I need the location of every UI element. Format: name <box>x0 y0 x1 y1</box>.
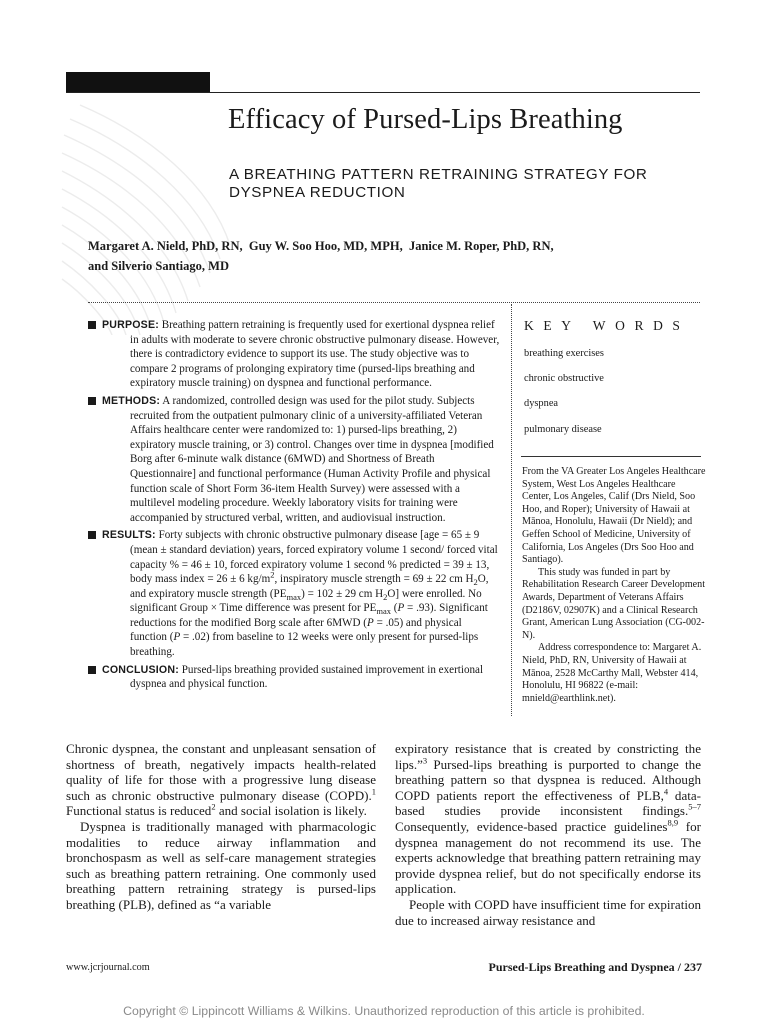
results-text-e: O] were enrolled. No significant Group × Time difference was present for PE <box>130 587 482 615</box>
body-text: Functional status is reduced <box>66 803 212 819</box>
keyword-item: breathing exercises <box>524 348 604 359</box>
body-text: expiratory resistance that is created by constricting the lips.” <box>395 741 701 772</box>
citation: 3 <box>422 755 428 766</box>
citation: 5–7 <box>688 802 701 813</box>
dotted-column-divider <box>511 304 512 716</box>
affiliation-address: Address correspondence to: Margaret A. Nield, PhD, RN, University of Hawaii at Mānoa, 2528 McCarthy Mall, Webster 414, Honolulu, HI 96822 (e-mail: mnield@earthlink.net). <box>522 642 702 704</box>
authors-line-1: Margaret A. Nield, PhD, RN, Guy W. Soo Hoo, MD, MPH, Janice M. Roper, PhD, RN, <box>88 239 554 253</box>
abstract <box>88 318 500 695</box>
body-text: Pursed-lips breathing is purported to change the breathing pattern so that dyspnea is reduced. Although COPD patients report the effectiveness of PLB, <box>395 756 701 803</box>
keywords-rule <box>521 456 701 457</box>
decorative-wave-lines <box>60 95 240 335</box>
results-text-d: ) = 102 ± 29 cm H <box>301 587 384 600</box>
results-sub: 2 <box>473 577 478 588</box>
methods-text: A randomized, controlled design was used for the pilot study. Subjects recruited from the outpatient pulmonary clinic of a university-affiliated Veteran Affairs healthcare center were randomized to: 1) pursed-lips breathing, 2) expiratory muscle training, or 3) control. Changes over time in dyspnea [modified Borg after 6-minute walk distance (6MWD) and Shortness of Breath Questionnaire] and functional performance (Human Activity Profile and physical function scale of Short Form 36-item Health Survey) were assessed with a multilevel modeling procedure. Weekly laboratory visits for training were accompanied by structured verbal, written, and audiovisual instruction. <box>130 394 494 524</box>
results-sub-max: max <box>376 606 392 617</box>
body-column-right <box>395 741 701 928</box>
body-paragraph <box>395 741 701 897</box>
body-text: and social isolation is likely. <box>215 803 367 819</box>
citation: 2 <box>211 802 216 813</box>
header-rule <box>66 92 700 93</box>
square-bullet-icon <box>88 397 96 405</box>
conclusion-text: Pursed-lips breathing provided sustained improvement in exertional dyspnea and physical function. <box>130 663 484 691</box>
body-paragraph: Dyspnea is traditionally managed with pharmacologic modalities to reduce airway inflammation and bronchospasm as well as self-care management strategies such as breathing pattern retraining. One commonly used breathing pattern retraining strategy is pursed-lips breathing (PLB), defined as “a variable <box>66 818 376 912</box>
authors-line-2: and Silverio Santiago, MD <box>88 259 229 273</box>
body-column-left <box>66 741 376 913</box>
conclusion-label: CONCLUSION: <box>102 663 179 676</box>
results-text-c: O, and expiratory muscle strength (PE <box>130 573 489 600</box>
keyword-item: chronic obstructive <box>524 373 604 384</box>
abstract-results <box>88 528 500 659</box>
results-label: RESULTS: <box>102 529 156 542</box>
abstract-purpose <box>88 318 500 391</box>
affiliation-note <box>522 466 706 705</box>
results-text-h: = .05) and physical function ( <box>130 616 462 644</box>
body-text: for dyspnea management do not recommend its use. The experts acknowledge that breathing pattern retraining may provide dyspnea relief, but do not specifically endorse its application. <box>395 818 701 897</box>
abstract-methods <box>88 394 500 525</box>
citation: 8,9 <box>667 817 679 828</box>
subtitle-line-2: DYSPNEA REDUCTION <box>229 184 406 201</box>
citation: 4 <box>663 786 669 797</box>
purpose-text: Breathing pattern retraining is frequently used for exertional dyspnea relief in adults with moderate to severe chronic obstructive pulmonary disease. However, there is contradictory evidence to support its use. The study objective was to compare 2 programs of prolonging expiratory time (pursed-lips breathing and expiratory muscle training) on dyspnea and functional performance. <box>130 319 500 390</box>
square-bullet-icon <box>88 321 96 329</box>
methods-label: METHODS: <box>102 394 161 407</box>
article-title: Efficacy of Pursed-Lips Breathing <box>228 104 623 135</box>
author-list <box>88 236 698 276</box>
p-value-symbol: P <box>367 616 374 629</box>
results-text-g: = .93). Significant reductions for the modified Borg scale after 6MWD ( <box>130 602 488 629</box>
results-sup: 2 <box>270 569 275 580</box>
body-text: Chronic dyspnea, the constant and unpleasant sensation of shortness of breath, negatively impacts health-related quality of life for those with a progressive lung disease such as chronic obstructive pulmonary disease (COPD). <box>66 741 376 803</box>
citation: 1 <box>371 786 376 797</box>
body-paragraph <box>66 741 376 819</box>
square-bullet-icon <box>88 531 96 539</box>
subtitle-line-1: A BREATHING PATTERN RETRAINING STRATEGY FOR <box>229 166 648 183</box>
body-paragraph: People with COPD have insufficient time for expiration due to increased airway resistance and <box>395 896 701 928</box>
affiliation-funding: This study was funded in part by Rehabilitation Research Career Development Awards, Department of Veterans Affairs (D2186V, 02907K) and a Clinical Research Grant, American Lung Association (CG-002-N). <box>522 566 706 641</box>
p-value-symbol: P <box>397 602 405 615</box>
body-text: Consequently, evidence-based practice guidelines <box>395 818 668 834</box>
results-sub: 2 <box>383 591 388 602</box>
purpose-label: PURPOSE: <box>102 319 159 331</box>
affiliation-from: From the VA Greater Los Angeles Healthcare System, West Los Angeles Healthcare Center, Los Angeles, Calif (Drs Nield, Soo Hoo, and Roper); University of Hawaii at Mānoa, Honolulu, Hawaii (Dr Nield); and Geffen School of Medicine, University of California, Los Angeles (Drs Soo Hoo and Santiago). <box>522 466 706 566</box>
results-text-a: Forty subjects with chronic obstructive pulmonary disease [age = 65 ± 9 (mean ± standard deviation) years, forced expiratory volume 1 second/ forced vital capacity % = 46 ± 10, forced expiratory volume 1 second % predicted = 39 ± 13, body mass index = 26 ± 6 kg/m <box>130 529 498 586</box>
results-text-f: ( <box>391 602 398 615</box>
keyword-item: dyspnea <box>524 398 559 409</box>
results-sub-max: max <box>286 591 302 602</box>
results-text-b: , inspiratory muscle strength = 69 ± 22 cm H <box>274 573 474 586</box>
body-text: data-based studies provide inconsistent findings. <box>395 787 701 819</box>
keyword-item: pulmonary disease <box>524 424 602 435</box>
copyright-notice: Copyright © Lippincott Williams & Wilkins. Unauthorized reproduction of this article is prohibited. <box>123 1004 645 1018</box>
article-subtitle <box>229 166 689 202</box>
results-text-i: = .02) from baseline to 12 weeks were only present for pursed-lips breathing. <box>130 631 479 659</box>
abstract-conclusion <box>88 663 500 692</box>
p-value-symbol: P <box>173 631 181 644</box>
journal-url[interactable]: www.jcrjournal.com <box>66 962 150 973</box>
keywords-heading: KEY WORDS <box>524 318 690 333</box>
header-black-block <box>66 72 210 93</box>
dotted-divider <box>88 302 700 303</box>
square-bullet-icon <box>88 666 96 674</box>
running-footer-page: Pursed-Lips Breathing and Dyspnea / 237 <box>488 960 702 974</box>
